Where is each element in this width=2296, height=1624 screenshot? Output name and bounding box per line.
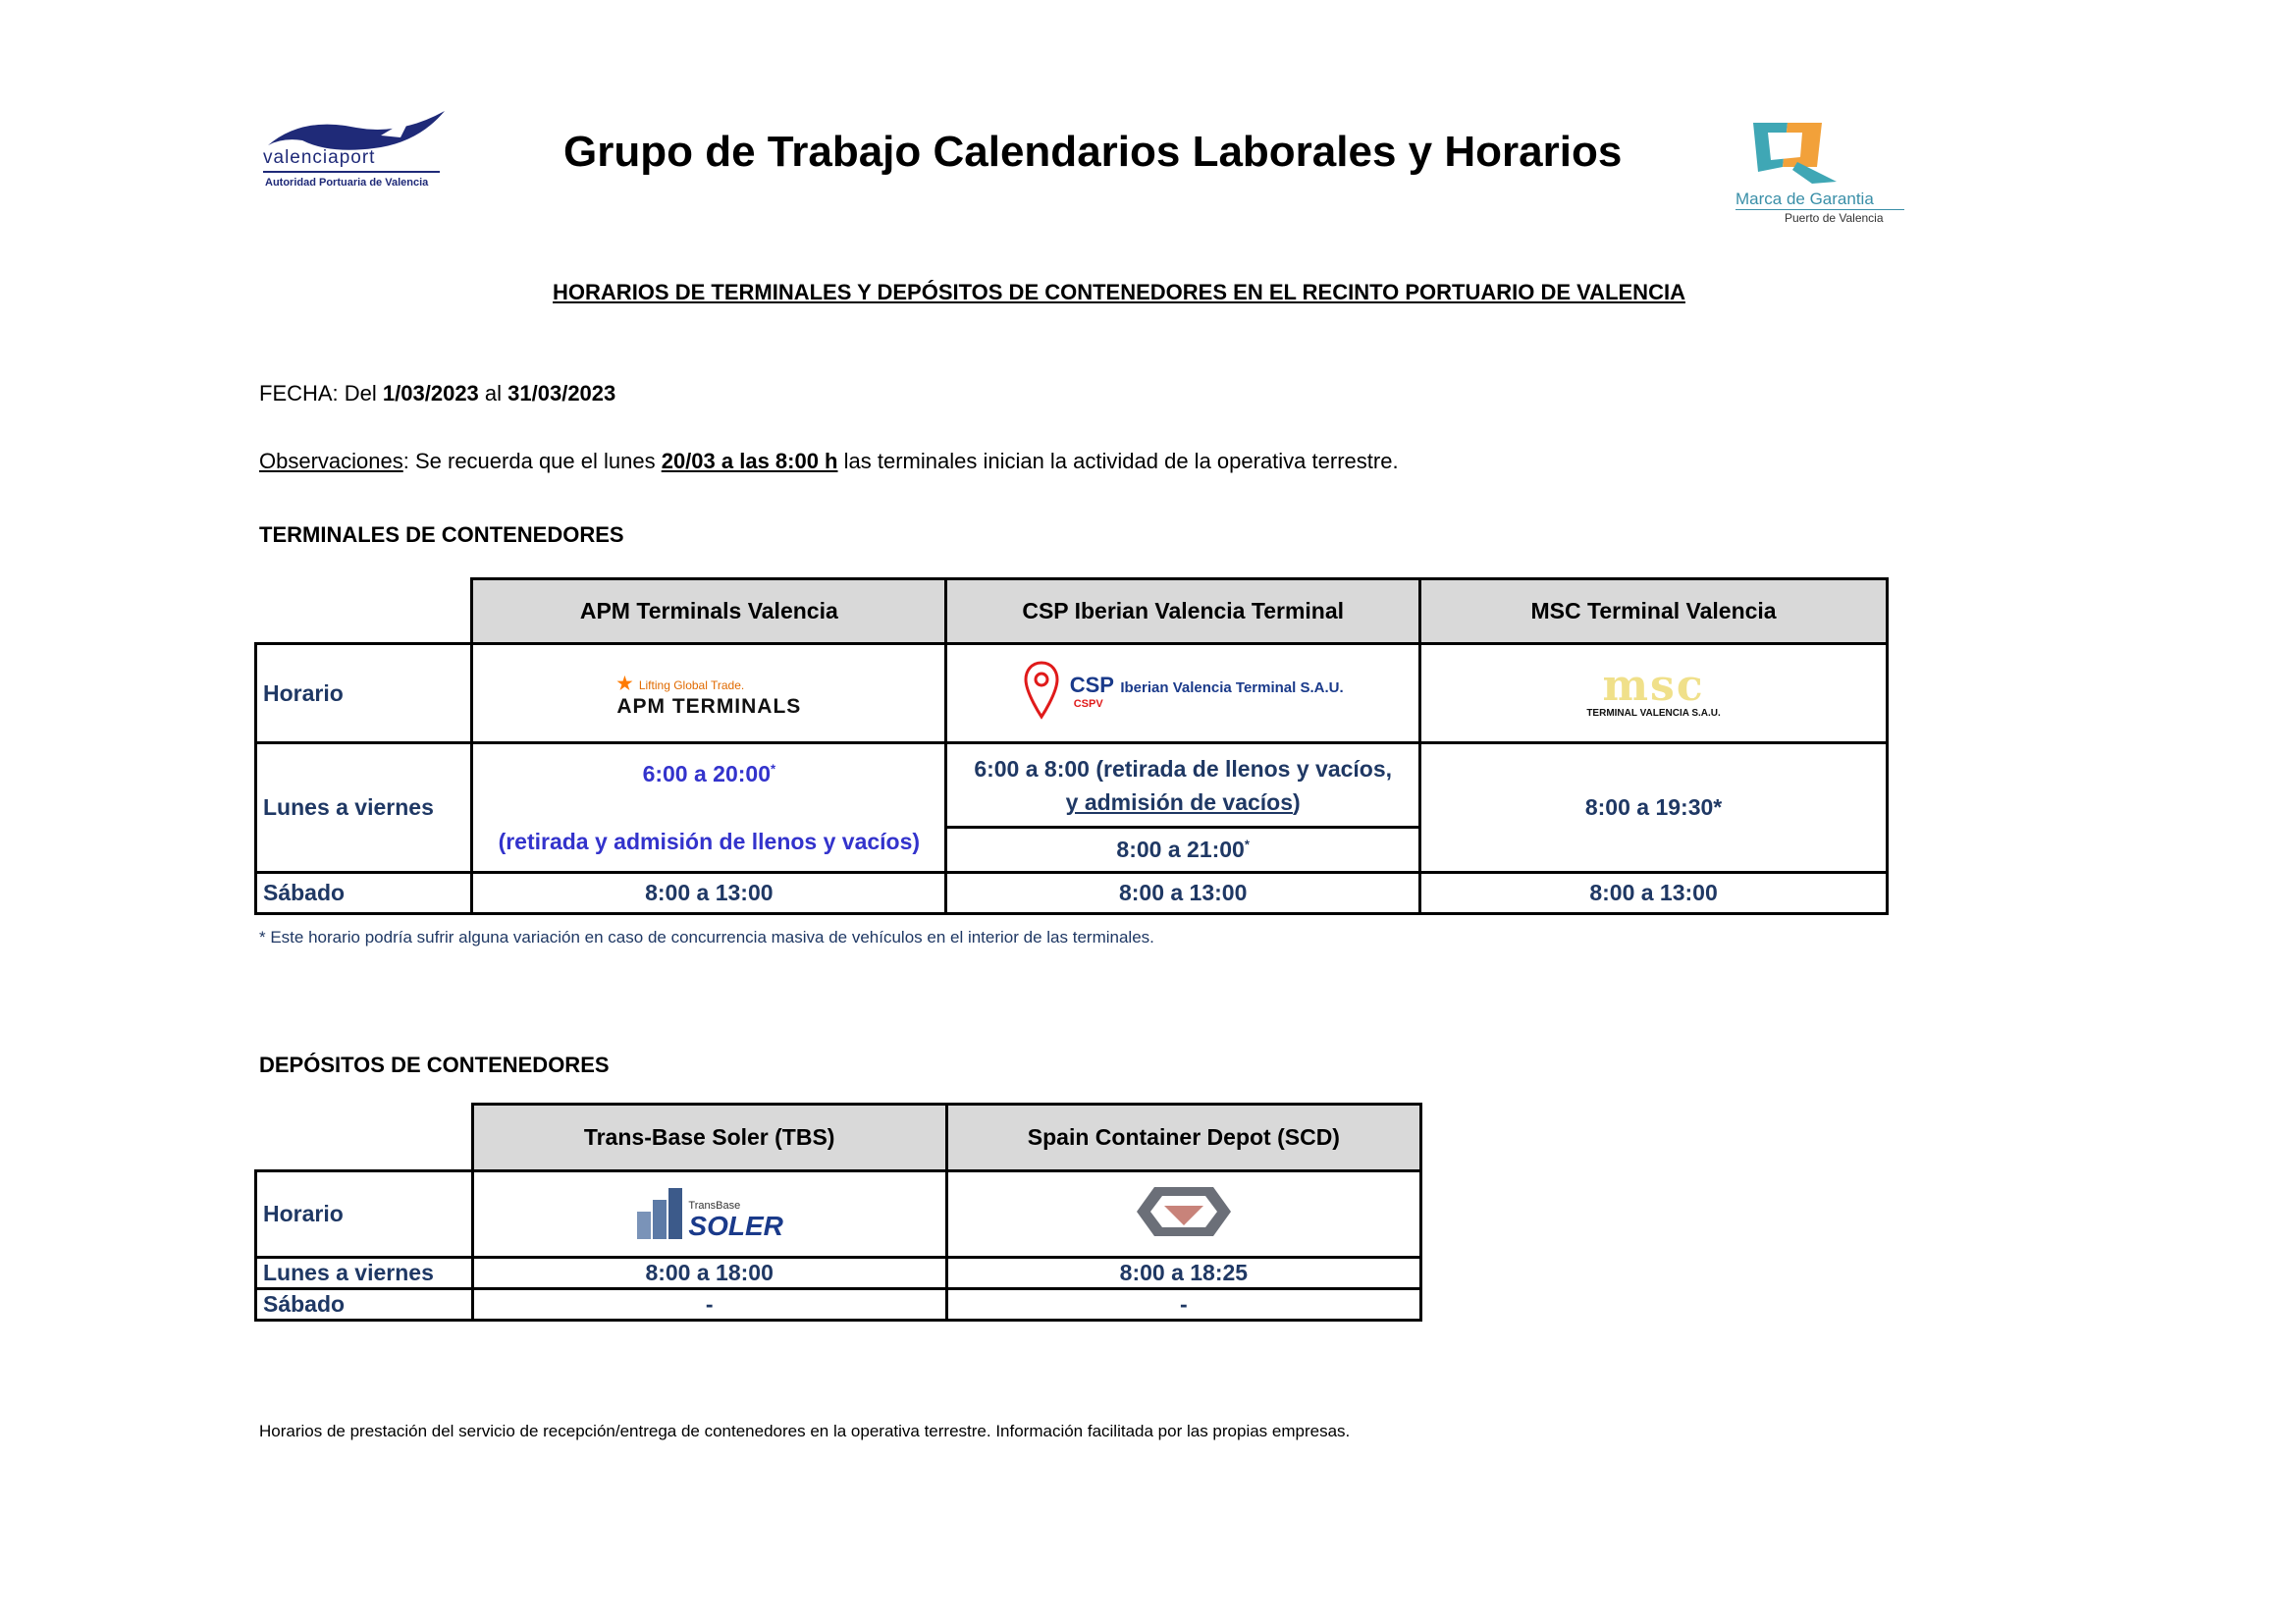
scd-saturday-cell: - — [946, 1289, 1420, 1321]
csp-asterisk: * — [1244, 837, 1250, 852]
depositos-row-horario: Horario — [256, 1171, 473, 1258]
observaciones-highlight: 20/03 a las 8:00 h — [661, 449, 838, 473]
depositos-row-weekdays: Lunes a viernes — [256, 1258, 473, 1289]
csp-name: CSP — [1069, 672, 1114, 697]
csp-weekdays-main-cell — [946, 828, 1420, 873]
fecha-from: 1/03/2023 — [382, 381, 479, 406]
valenciaport-brand: valenciaport — [263, 147, 376, 168]
fecha-line — [259, 381, 615, 406]
apm-asterisk: * — [771, 760, 776, 776]
marca-garantia-q-icon — [1743, 113, 1842, 187]
apm-star-icon: ★ — [616, 673, 633, 693]
csp-logo — [1023, 660, 1344, 721]
tbs-containers-icon — [635, 1182, 684, 1241]
csp-early-line2-close: ) — [1293, 788, 1301, 815]
apm-weekdays-time-wrap — [473, 761, 944, 787]
valenciaport-sub: Autoridad Portuaria de Valencia — [265, 177, 429, 189]
msc-weekdays-cell: 8:00 a 19:30* — [1420, 743, 1888, 873]
csp-weekdays-time: 8:00 a 21:00 — [1116, 837, 1245, 862]
terminales-row-saturday: Sábado — [256, 873, 472, 914]
terminales-col-apm: APM Terminals Valencia — [472, 579, 946, 644]
observaciones-line — [259, 449, 1399, 474]
terminales-section-title: TERMINALES DE CONTENEDORES — [259, 522, 624, 547]
tbs-top: TransBase — [688, 1199, 741, 1212]
apm-saturday-cell: 8:00 a 13:00 — [472, 873, 946, 914]
scd-logo-cell — [946, 1171, 1420, 1258]
tbs-weekdays-cell: 8:00 a 18:00 — [472, 1258, 946, 1289]
valenciaport-logo — [263, 106, 450, 199]
tbs-logo — [635, 1182, 782, 1241]
csp-saturday-cell: 8:00 a 13:00 — [946, 873, 1420, 914]
msc-saturday-cell: 8:00 a 13:00 — [1420, 873, 1888, 914]
tbs-saturday-cell: - — [472, 1289, 946, 1321]
marca-garantia-sub: Puerto de Valencia — [1785, 211, 1884, 225]
depositos-col-tbs: Trans-Base Soler (TBS) — [472, 1105, 946, 1171]
apm-weekdays-note: (retirada y admisión de llenos y vacíos) — [498, 828, 921, 854]
page-footer: Horarios de prestación del servicio de recepción/entrega de contenedores en la operativa terrestre. Información facilitada por las propias empresas. — [259, 1422, 1351, 1440]
marca-garantia-brand: Marca de Garantia — [1735, 189, 1874, 208]
marca-garantia-logo — [1735, 113, 1912, 231]
csp-logo-cell — [946, 644, 1420, 743]
observaciones-text2: las terminales inician la actividad de la operativa terrestre. — [837, 449, 1399, 473]
apm-weekdays-time: 6:00 a 20:00 — [642, 760, 771, 786]
terminales-col-csp: CSP Iberian Valencia Terminal — [946, 579, 1420, 644]
fecha-to: 31/03/2023 — [507, 381, 616, 406]
depositos-section-title: DEPÓSITOS DE CONTENEDORES — [259, 1053, 610, 1077]
document-subtitle: HORARIOS DE TERMINALES Y DEPÓSITOS DE CONTENEDORES EN EL RECINTO PORTUARIO DE VALENCIA — [553, 280, 1685, 304]
terminales-row-weekdays: Lunes a viernes — [256, 743, 472, 873]
fecha-label: FECHA: Del — [259, 381, 383, 406]
tbs-logo-cell — [472, 1171, 946, 1258]
location-pin-icon — [1023, 660, 1060, 721]
observaciones-text1: : Se recuerda que el lunes — [402, 449, 662, 473]
csp-early-line2: y admisión de vacíos — [1065, 788, 1294, 815]
msc-sub: TERMINAL VALENCIA S.A.U. — [1586, 708, 1721, 719]
csp-short: CSPV — [1073, 697, 1103, 710]
csp-full-name: Iberian Valencia Terminal S.A.U. — [1120, 678, 1344, 696]
terminales-corner — [256, 579, 472, 644]
tbs-name: SOLER — [688, 1210, 783, 1241]
apm-name: APM TERMINALS — [616, 694, 802, 718]
depositos-row-saturday: Sábado — [256, 1289, 473, 1321]
apm-logo — [616, 669, 801, 719]
depositos-col-scd: Spain Container Depot (SCD) — [946, 1105, 1420, 1171]
terminales-col-msc: MSC Terminal Valencia — [1420, 579, 1888, 644]
terminales-table — [254, 577, 1889, 915]
observaciones-label: Observaciones — [259, 449, 403, 473]
csp-early-line1: 6:00 a 8:00 (retirada de llenos y vacíos, — [974, 755, 1393, 782]
msc-name: msc — [1602, 661, 1705, 711]
terminales-footnote: * Este horario podría sufrir alguna variación en caso de concurrencia masiva de vehículos en el interior de las terminales. — [259, 928, 1154, 947]
fecha-mid: al — [478, 381, 508, 406]
csp-weekdays-early-cell — [946, 743, 1420, 828]
page-title: Grupo de Trabajo Calendarios Laborales y Horarios — [563, 128, 1623, 176]
scd-weekdays-cell: 8:00 a 18:25 — [946, 1258, 1420, 1289]
apm-logo-cell — [472, 644, 946, 743]
apm-weekdays-cell — [472, 743, 946, 873]
msc-logo-cell — [1420, 644, 1888, 743]
apm-tagline: Lifting Global Trade. — [638, 677, 745, 692]
scd-logo-icon — [1135, 1182, 1233, 1241]
depositos-table — [254, 1103, 1422, 1322]
terminales-row-horario: Horario — [256, 644, 472, 743]
msc-logo — [1586, 661, 1721, 719]
depositos-corner — [256, 1105, 473, 1171]
